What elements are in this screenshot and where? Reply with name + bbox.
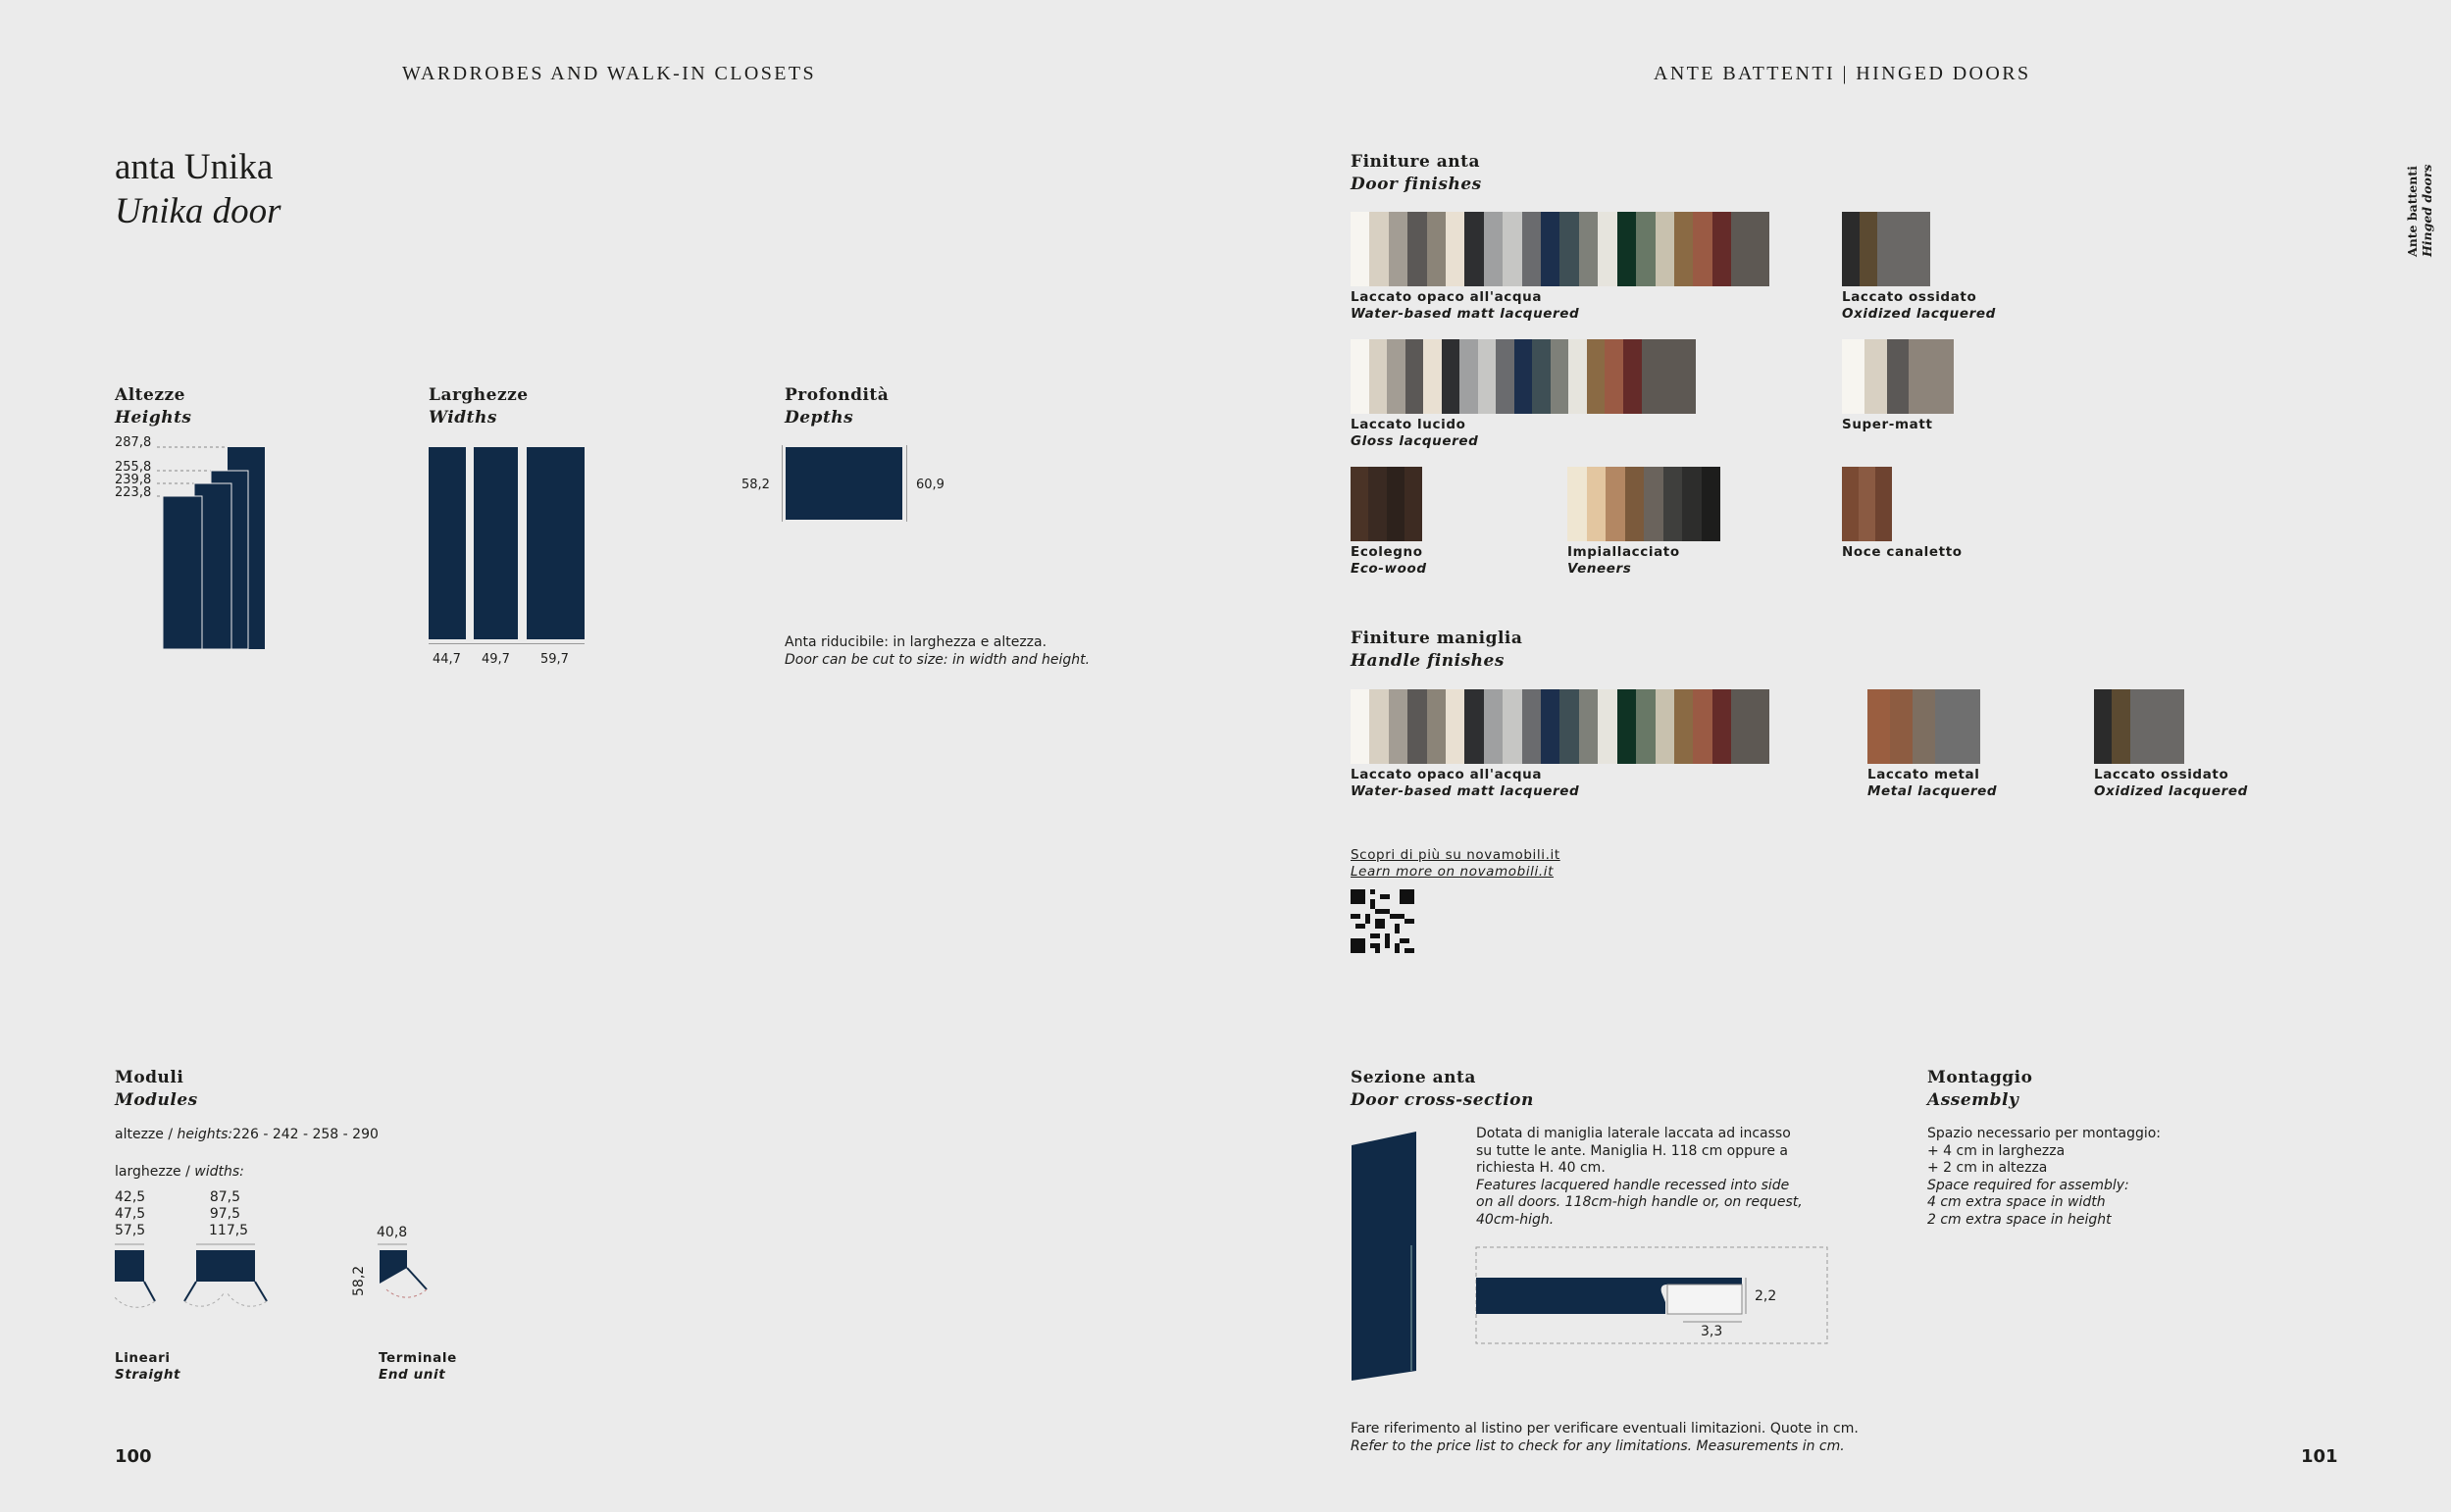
assembly-text — [1927, 1126, 2161, 1229]
modules-label-it: Moduli — [115, 1068, 184, 1087]
color-swatch — [1496, 339, 1514, 414]
color-swatch — [1663, 467, 1683, 541]
color-swatch — [1712, 689, 1731, 764]
depths-note-it: Anta riducibile: in larghezza e altezza. — [785, 634, 1047, 650]
color-swatch — [1935, 689, 1958, 764]
color-swatch — [1522, 212, 1541, 286]
color-swatch — [1605, 339, 1623, 414]
caption-oxidized — [1842, 289, 1996, 323]
depth-value-right: 60,9 — [916, 478, 945, 492]
depth-dim-left — [782, 445, 783, 522]
assembly-label-it: Montaggio — [1927, 1068, 2033, 1087]
depths-label — [785, 384, 889, 429]
color-swatch — [1751, 689, 1769, 764]
caption-matt — [1351, 289, 1579, 323]
color-swatch — [1405, 339, 1424, 414]
website-link-en[interactable]: Learn more on novamobili.it — [1351, 864, 1555, 880]
handle-caption-metal — [1867, 767, 1997, 800]
color-swatch — [1860, 212, 1877, 286]
depth-value-left: 58,2 — [741, 478, 770, 492]
straight-label-en: Straight — [115, 1367, 181, 1383]
section-dim-b: 3,3 — [1701, 1324, 1723, 1339]
module-width-5: 97,5 — [209, 1206, 240, 1222]
color-swatch — [1674, 212, 1693, 286]
width-panel-3 — [527, 447, 585, 639]
assembly-text-it-2: + 4 cm in larghezza — [1927, 1142, 2066, 1159]
color-swatch — [1842, 212, 1860, 286]
height-value-2: 255,8 — [115, 460, 152, 475]
heights-label-it: Altezze — [115, 385, 185, 405]
color-swatch — [1514, 339, 1533, 414]
module-width-6: 117,5 — [209, 1223, 249, 1238]
color-swatch — [1913, 689, 1935, 764]
color-swatch — [1617, 212, 1636, 286]
color-swatch — [1731, 212, 1750, 286]
color-swatch — [1503, 212, 1521, 286]
caption-supermatt — [1842, 417, 1933, 433]
cross-section-text-it-2: su tutte le ante. Maniglia H. 118 cm oppure a — [1476, 1142, 1788, 1159]
color-swatch — [1541, 212, 1559, 286]
assembly-text-en-2: 4 cm extra space in width — [1927, 1194, 2106, 1210]
caption-matt-it: Laccato opaco all'acqua — [1351, 289, 1543, 305]
side-tab-en: Hinged doors — [2420, 164, 2434, 257]
widths-dimension-line — [429, 643, 585, 644]
footer-note — [1351, 1421, 1859, 1455]
caption-oxidized-en: Oxidized lacquered — [1842, 306, 1996, 322]
handle-finishes-label-en: Handle finishes — [1351, 651, 1505, 671]
straight-label — [115, 1350, 180, 1384]
color-swatch — [1404, 467, 1422, 541]
color-swatch — [2130, 689, 2148, 764]
module-width-1: 42,5 — [115, 1189, 146, 1205]
assembly-label-en: Assembly — [1927, 1090, 2019, 1110]
width-panel-1 — [429, 447, 466, 639]
color-swatch — [1656, 689, 1674, 764]
color-swatch — [1484, 212, 1503, 286]
depths-note — [785, 634, 1090, 669]
modules-heights-en: heights: — [177, 1127, 233, 1142]
assembly-text-it-1: Spazio necessario per montaggio: — [1927, 1126, 2162, 1141]
color-swatch — [1559, 212, 1578, 286]
color-swatch — [2167, 689, 2184, 764]
color-swatch — [1369, 689, 1388, 764]
color-swatch — [1636, 689, 1655, 764]
color-swatch — [1913, 212, 1930, 286]
width-panel-2 — [474, 447, 518, 639]
caption-supermatt-it: Super-matt — [1842, 417, 1933, 432]
color-swatch — [1702, 467, 1721, 541]
color-swatch — [1682, 467, 1702, 541]
handle-strip-oxidized — [2094, 689, 2184, 764]
color-swatch — [1427, 212, 1446, 286]
swatch-strip-ecowood — [1351, 467, 1422, 541]
handle-strip-metal — [1867, 689, 1980, 764]
caption-gloss-it: Laccato lucido — [1351, 417, 1466, 432]
assembly-label — [1927, 1067, 2032, 1112]
modules-col1 — [115, 1189, 145, 1239]
caption-walnut-it: Noce canaletto — [1842, 544, 1963, 560]
color-swatch — [1387, 467, 1404, 541]
width-value-2: 49,7 — [482, 652, 510, 667]
handle-finishes-label-it: Finiture maniglia — [1351, 629, 1523, 648]
end-unit-depth-value: 58,2 — [351, 1265, 367, 1296]
color-swatch — [1478, 339, 1497, 414]
color-swatch — [1842, 339, 1864, 414]
handle-finishes-label — [1351, 628, 1522, 673]
color-swatch — [1567, 467, 1587, 541]
assembly-text-en-1: Space required for assembly: — [1927, 1177, 2129, 1193]
door-perspective-diagram — [1350, 1128, 1418, 1383]
caption-ecowood-it: Ecolegno — [1351, 544, 1423, 560]
running-header-right: ANTE BATTENTI | HINGED DOORS — [1654, 63, 2031, 84]
title-it: anta Unika — [115, 147, 274, 187]
handle-caption-oxidized-it: Laccato ossidato — [2094, 767, 2229, 782]
swatch-strip-walnut — [1842, 467, 1892, 541]
color-swatch — [1559, 689, 1578, 764]
end-unit-width: 40,8 — [377, 1225, 408, 1240]
color-swatch — [1464, 212, 1483, 286]
modules-diagram — [108, 1240, 441, 1319]
cross-section-label-en: Door cross-section — [1351, 1090, 1534, 1110]
color-swatch — [1351, 689, 1369, 764]
swatch-strip-gloss — [1351, 339, 1696, 414]
color-swatch — [1877, 212, 1895, 286]
assembly-text-it-3: + 2 cm in altezza — [1927, 1160, 2048, 1176]
color-swatch — [1751, 212, 1769, 286]
handle-strip-matt — [1351, 689, 1769, 764]
straight-label-it: Lineari — [115, 1350, 171, 1366]
heights-label-en: Heights — [115, 408, 192, 428]
color-swatch — [1678, 339, 1697, 414]
cross-section-text-en-3: 40cm-high. — [1476, 1211, 1555, 1228]
width-value-3: 59,7 — [540, 652, 569, 667]
swatch-strip-supermatt — [1842, 339, 1954, 414]
color-swatch — [1351, 339, 1369, 414]
color-swatch — [1598, 212, 1616, 286]
color-swatch — [1522, 689, 1541, 764]
modules-heights-values: 226 - 242 - 258 - 290 — [232, 1127, 379, 1142]
side-tab-it: Ante battenti — [2405, 166, 2420, 257]
website-link-it[interactable]: Scopri di più su novamobili.it — [1351, 847, 1560, 863]
height-value-4: 223,8 — [115, 485, 152, 500]
color-swatch — [1895, 212, 1913, 286]
color-swatch — [1459, 339, 1478, 414]
depths-label-it: Profondità — [785, 385, 890, 405]
module-width-4: 87,5 — [209, 1189, 240, 1205]
color-swatch — [1587, 339, 1606, 414]
cross-section-text-en-2: on all doors. 118cm-high handle or, on request, — [1476, 1194, 1803, 1210]
side-tab — [2405, 164, 2444, 286]
page-title — [115, 145, 281, 233]
color-swatch — [2148, 689, 2166, 764]
color-swatch — [1642, 339, 1660, 414]
handle-caption-metal-it: Laccato metal — [1867, 767, 1980, 782]
handle-caption-matt-it: Laccato opaco all'acqua — [1351, 767, 1543, 782]
width-value-1: 44,7 — [433, 652, 461, 667]
color-swatch — [1446, 689, 1464, 764]
page-number-left: 100 — [115, 1446, 152, 1467]
color-swatch — [2094, 689, 2112, 764]
caption-veneers-it: Impiallacciato — [1567, 544, 1680, 560]
color-swatch — [1890, 689, 1913, 764]
widths-label-en: Widths — [429, 408, 497, 428]
color-swatch — [1864, 339, 1887, 414]
qr-code-icon[interactable] — [1351, 889, 1414, 953]
color-swatch — [1484, 689, 1503, 764]
cross-section-label — [1351, 1067, 1534, 1112]
color-swatch — [1568, 339, 1587, 414]
heights-label — [115, 384, 192, 429]
color-swatch — [1656, 212, 1674, 286]
footer-note-it: Fare riferimento al listino per verificare eventuali limitazioni. Quote in cm. — [1351, 1421, 1859, 1436]
color-swatch — [1623, 339, 1642, 414]
caption-gloss — [1351, 417, 1478, 450]
color-swatch — [1503, 689, 1521, 764]
cross-section-label-it: Sezione anta — [1351, 1068, 1476, 1087]
door-finishes-label-en: Door finishes — [1351, 175, 1482, 194]
footer-note-en: Refer to the price list to check for any limitations. Measurements in cm. — [1351, 1437, 1845, 1454]
color-swatch — [1958, 689, 1980, 764]
cross-section-text-en-1: Features lacquered handle recessed into side — [1476, 1177, 1790, 1193]
swatch-strip-veneers — [1567, 467, 1720, 541]
running-header-left: WARDROBES AND WALK-IN CLOSETS — [402, 63, 817, 84]
color-swatch — [1407, 212, 1426, 286]
door-finishes-label-it: Finiture anta — [1351, 152, 1480, 172]
swatch-strip-oxidized — [1842, 212, 1930, 286]
color-swatch — [1712, 212, 1731, 286]
assembly-text-en-3: 2 cm extra space in height — [1927, 1211, 2112, 1228]
color-swatch — [1842, 467, 1859, 541]
color-swatch — [1351, 467, 1368, 541]
depths-note-en: Door can be cut to size: in width and height. — [785, 651, 1091, 668]
section-dim-a: 2,2 — [1755, 1288, 1777, 1304]
color-swatch — [1636, 212, 1655, 286]
caption-gloss-en: Gloss lacquered — [1351, 433, 1479, 449]
color-swatch — [1464, 689, 1483, 764]
color-swatch — [1644, 467, 1663, 541]
modules-label-en: Modules — [115, 1090, 198, 1110]
website-link[interactable] — [1351, 847, 1560, 881]
color-swatch — [1693, 212, 1711, 286]
module-width-3: 57,5 — [115, 1223, 146, 1238]
color-swatch — [1551, 339, 1569, 414]
color-swatch — [1541, 689, 1559, 764]
height-value-1: 287,8 — [115, 435, 152, 450]
color-swatch — [1389, 689, 1407, 764]
handle-caption-oxidized — [2094, 767, 2248, 800]
color-swatch — [1859, 467, 1875, 541]
depth-diagram — [786, 447, 902, 520]
caption-veneers — [1567, 544, 1680, 578]
color-swatch — [1625, 467, 1645, 541]
color-swatch — [1579, 212, 1598, 286]
color-swatch — [1887, 339, 1910, 414]
depths-label-en: Depths — [785, 408, 854, 428]
color-swatch — [1587, 467, 1607, 541]
color-swatch — [1387, 339, 1405, 414]
color-swatch — [1674, 689, 1693, 764]
end-unit-label — [379, 1350, 457, 1384]
color-swatch — [1427, 689, 1446, 764]
caption-ecowood-en: Eco-wood — [1351, 561, 1427, 577]
color-swatch — [1389, 212, 1407, 286]
color-swatch — [1867, 689, 1890, 764]
end-unit-label-en: End unit — [379, 1367, 446, 1383]
color-swatch — [1368, 467, 1386, 541]
color-swatch — [2112, 689, 2129, 764]
caption-walnut — [1842, 544, 1963, 561]
cross-section-text-it-3: richiesta H. 40 cm. — [1476, 1160, 1606, 1176]
modules-heights-it: altezze / — [115, 1127, 178, 1142]
color-swatch — [1369, 212, 1388, 286]
caption-ecowood — [1351, 544, 1427, 578]
title-en: Unika door — [115, 191, 281, 231]
color-swatch — [1532, 339, 1551, 414]
color-swatch — [1598, 689, 1616, 764]
color-swatch — [1579, 689, 1598, 764]
modules-widths-en: widths: — [194, 1164, 244, 1180]
depth-dim-right — [906, 445, 907, 522]
color-swatch — [1617, 689, 1636, 764]
handle-caption-matt-en: Water-based matt lacquered — [1351, 783, 1580, 799]
end-unit-label-it: Terminale — [379, 1350, 457, 1366]
widths-label — [429, 384, 529, 429]
color-swatch — [1693, 689, 1711, 764]
color-swatch — [1606, 467, 1625, 541]
widths-label-it: Larghezze — [429, 385, 529, 405]
door-finishes-label — [1351, 151, 1482, 196]
heights-diagram — [157, 441, 275, 657]
handle-caption-matt — [1351, 767, 1579, 800]
modules-label — [115, 1067, 198, 1112]
modules-widths — [115, 1164, 244, 1181]
caption-veneers-en: Veneers — [1567, 561, 1632, 577]
modules-heights — [115, 1127, 379, 1143]
module-width-2: 47,5 — [115, 1206, 146, 1222]
color-swatch — [1909, 339, 1931, 414]
color-swatch — [1731, 689, 1750, 764]
color-swatch — [1446, 212, 1464, 286]
caption-matt-en: Water-based matt lacquered — [1351, 306, 1580, 322]
color-swatch — [1423, 339, 1442, 414]
color-swatch — [1369, 339, 1388, 414]
color-swatch — [1407, 689, 1426, 764]
handle-caption-metal-en: Metal lacquered — [1867, 783, 1998, 799]
color-swatch — [1931, 339, 1954, 414]
cross-section-text-it-1: Dotata di maniglia laterale laccata ad incasso — [1476, 1126, 1791, 1141]
modules-col2 — [209, 1189, 249, 1239]
color-swatch — [1875, 467, 1892, 541]
height-value-3: 239,8 — [115, 473, 152, 487]
color-swatch — [1442, 339, 1460, 414]
cross-section-text — [1476, 1126, 1803, 1229]
page-number-right: 101 — [2301, 1446, 2338, 1467]
caption-oxidized-it: Laccato ossidato — [1842, 289, 1977, 305]
handle-caption-oxidized-en: Oxidized lacquered — [2094, 783, 2248, 799]
color-swatch — [1351, 212, 1369, 286]
swatch-strip-matt — [1351, 212, 1769, 286]
color-swatch — [1660, 339, 1678, 414]
modules-widths-it: larghezze / — [115, 1164, 195, 1180]
